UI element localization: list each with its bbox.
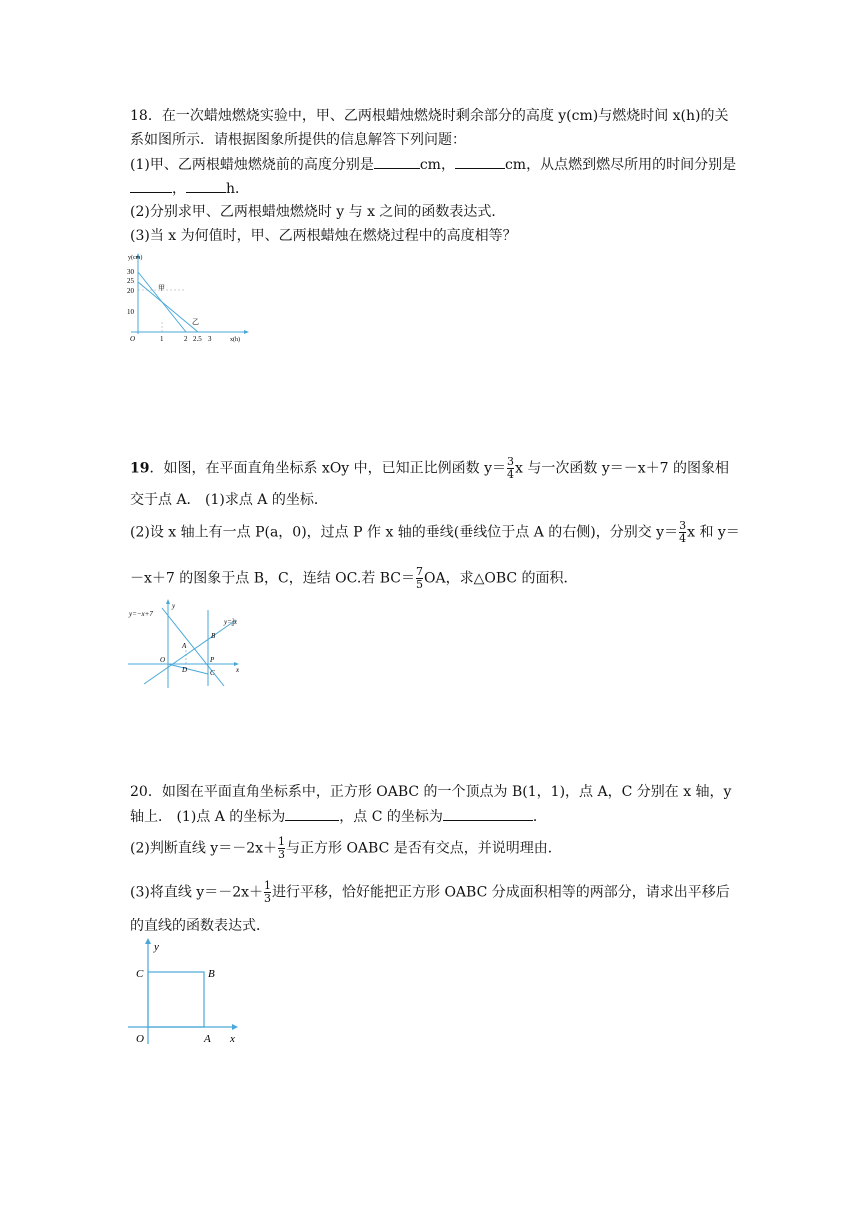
- q19-line2: 交于点 A． (1)求点 A 的坐标．: [130, 492, 328, 508]
- q18-text: h．: [226, 181, 250, 197]
- q19-text: (2)设 x 轴上有一点 P(a，0)，过点 P 作 x 轴的垂线(垂线位于点 A 的右侧)，分别交 y＝: [130, 524, 679, 541]
- q18-text: cm，从点燃到燃尽所用的时间分别是: [504, 157, 737, 173]
- answer-blank[interactable]: [130, 178, 172, 193]
- q19-line4: [130, 566, 578, 591]
- label-yi: 乙: [192, 318, 199, 326]
- fraction: $\frac{1}{3}$: [264, 879, 271, 905]
- q19-figure: [126, 598, 256, 694]
- point-d-label: D: [182, 666, 188, 674]
- point-o-label: O: [160, 656, 166, 664]
- point-b-label: B: [208, 968, 215, 980]
- y-tick: 10: [127, 308, 134, 316]
- q18-text: cm，: [419, 157, 455, 173]
- x-label: x: [236, 666, 240, 674]
- q18-line6: (3)当 x 为何值时，甲、乙两根蜡烛在燃烧过程中的高度相等？: [130, 228, 517, 244]
- q20-text: ，点 C 的坐标为: [339, 809, 443, 825]
- q19-line3: [130, 520, 740, 545]
- q19-text: －x＋7 的图象于点 B，C，连结 OC.若 BC＝: [130, 570, 416, 587]
- answer-blank[interactable]: [285, 806, 339, 821]
- q18-line5: (2)分别求甲、乙两根蜡烛燃烧时 y 与 x 之间的函数表达式．: [130, 204, 506, 220]
- y-tick: 20: [127, 287, 134, 295]
- point-c-label: C: [210, 669, 215, 677]
- label-line1: y=−x+7: [129, 610, 153, 618]
- q20-line4: [130, 880, 730, 905]
- answer-blank[interactable]: [374, 154, 420, 169]
- y-tick: 30: [127, 268, 134, 276]
- q20-line2: [130, 806, 547, 827]
- candle-graph: [126, 250, 266, 346]
- y-label: y: [154, 941, 159, 953]
- line-three-quarters-x: [144, 620, 236, 684]
- origin-label: O: [130, 335, 136, 343]
- x-tick: 1: [160, 335, 164, 343]
- fraction: $\frac{3}{4}$: [507, 455, 515, 481]
- x-axis-label: x(h): [230, 337, 240, 343]
- label-line2: y=$^3$ 4x: [224, 618, 237, 628]
- q20-figure: [126, 936, 256, 1052]
- q20-text: ．: [532, 809, 547, 825]
- y-axis-label: y(cm): [128, 255, 143, 261]
- q20-text: 与正方形 OABC 是否有交点，并说明理由．: [286, 840, 562, 857]
- fraction: $\frac{3}{4}$: [679, 519, 687, 545]
- fraction: $\frac{7}{5}$: [416, 565, 424, 591]
- q18-text: (1)甲、乙两根蜡烛燃烧前的高度分别是: [130, 157, 374, 173]
- point-p-label: P: [210, 656, 215, 664]
- point-b-label: B: [211, 632, 216, 640]
- square-graph: [126, 936, 256, 1048]
- q20-line3: [130, 836, 562, 861]
- answer-blank[interactable]: [455, 154, 505, 169]
- q20-text: (3)将直线 y＝－2x＋: [130, 884, 263, 901]
- q18-line2: 系如图所示．请根据图象所提供的信息解答下列问题：: [130, 132, 466, 148]
- point-o-label: O: [136, 1033, 144, 1045]
- point-c-label: C: [136, 968, 144, 980]
- q19-text: x 和 y＝: [687, 524, 740, 541]
- answer-blank[interactable]: [443, 806, 533, 821]
- q19-text: x 与一次函数 y＝－x＋7 的图象相: [515, 460, 729, 477]
- question-number: 19: [130, 460, 150, 477]
- x-tick: 2: [184, 335, 188, 343]
- q20-text: 进行平移，恰好能把正方形 OABC 分成面积相等的两部分，请求出平移后: [272, 884, 730, 901]
- line-neg-x-plus-7: [162, 608, 224, 686]
- q19-line1: [130, 456, 729, 481]
- q19-text: ．如图，在平面直角坐标系 xOy 中，已知正比例函数 y＝: [149, 460, 507, 477]
- q18-line1: 18．在一次蜡烛燃烧实验中，甲、乙两根蜡烛燃烧时剩余部分的高度 y(cm)与燃烧时间 x(h)的关: [130, 108, 729, 124]
- x-label: x: [230, 1033, 235, 1045]
- y-label: y: [172, 602, 176, 610]
- linear-functions-graph: [126, 598, 256, 690]
- label-jia: 甲: [158, 284, 165, 292]
- point-a-label: A: [204, 1033, 211, 1045]
- q20-line5: 的直线的函数表达式．: [130, 918, 270, 934]
- answer-blank[interactable]: [186, 178, 226, 193]
- x-tick: 3: [208, 335, 212, 343]
- q19-text: OA，求△OBC 的面积．: [424, 570, 578, 587]
- q18-line4: [130, 178, 249, 199]
- q18-line3: [130, 154, 736, 175]
- x-tick: 2.5: [193, 335, 202, 343]
- q18-figure: [126, 250, 266, 350]
- q20-line1: 20．如图在平面直角坐标系中，正方形 OABC 的一个顶点为 B(1，1)，点 A，C 分别在 x 轴，y: [130, 784, 732, 800]
- line-yi: [138, 282, 198, 332]
- q20-text: (2)判断直线 y＝－2x＋: [130, 840, 277, 857]
- square-oabc: [148, 972, 204, 1027]
- fraction: $\frac{1}{3}$: [278, 835, 285, 861]
- q18-text: ，: [172, 181, 186, 197]
- q20-text: 轴上． (1)点 A 的坐标为: [130, 809, 286, 825]
- segment-oc: [168, 664, 208, 674]
- point-a-label: A: [182, 642, 187, 650]
- y-tick: 25: [127, 277, 134, 285]
